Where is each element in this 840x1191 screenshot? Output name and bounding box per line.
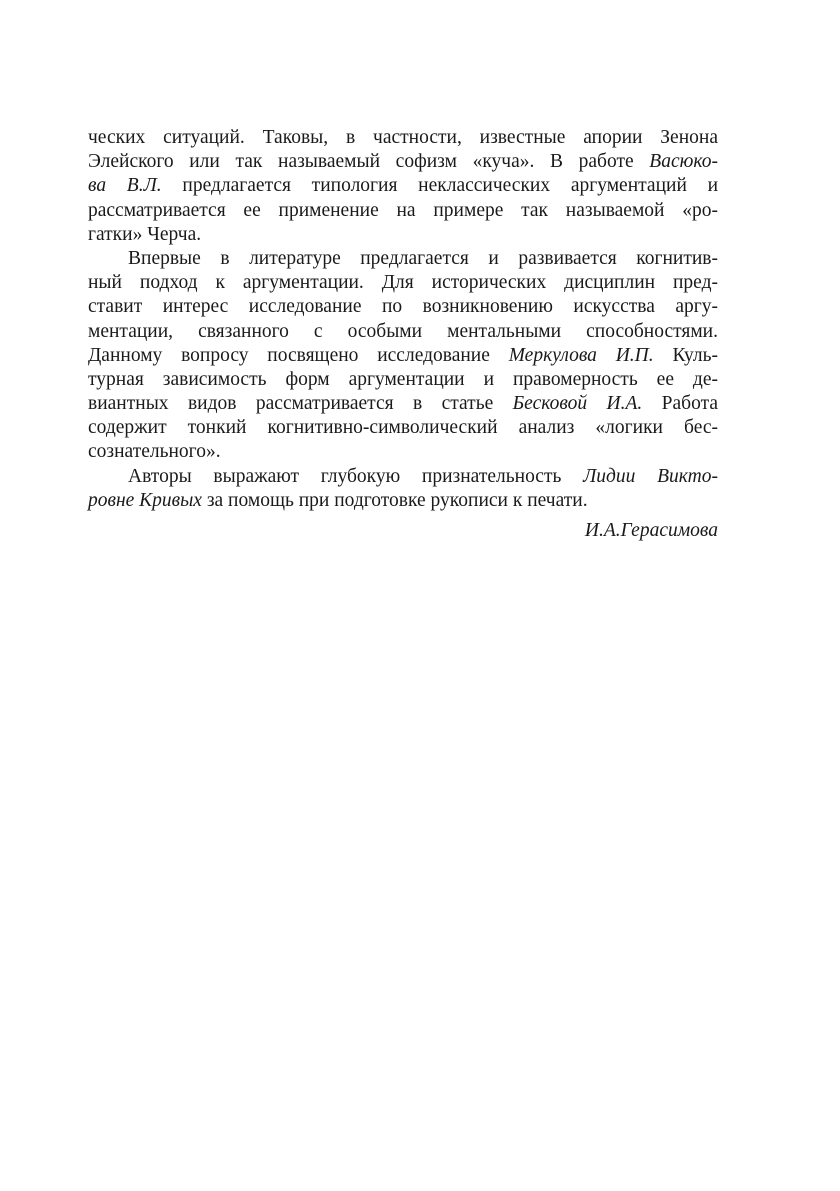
text-line: турная зависимость форм аргументации и правомерность ее де-: [88, 368, 718, 390]
text-line: ставит интерес исследование по возникновению искусства аргу-: [88, 296, 718, 318]
text-line: [88, 489, 718, 513]
text-segment: Куль-: [672, 344, 718, 366]
text-segment: Данному вопросу посвящено исследование: [88, 344, 490, 366]
text-line: [88, 174, 718, 198]
author-name-vasyukov-cont: ва В.Л.: [88, 175, 162, 197]
document-page: [88, 126, 718, 543]
text-segment: виантных видов рассматривается в статье: [88, 393, 494, 415]
paragraph-1: [88, 126, 718, 247]
text-line: ный подход к аргументации. Для исторических дисциплин пред-: [88, 272, 718, 294]
author-name-vasyukov: Васюко-: [649, 151, 718, 173]
text-segment: за помощь при подготовке рукописи к печати.: [206, 489, 588, 511]
text-line: [88, 465, 718, 489]
text-segment: предлагается типология неклассических аргументаций и: [182, 175, 719, 197]
text-line: Впервые в литературе предлагается и развивается когнитив-: [128, 247, 718, 269]
text-segment: Авторы выражают глубокую признательность: [128, 465, 562, 487]
paragraph-2: [88, 247, 718, 465]
text-line: ментации, связанного с особыми ментальными способностями.: [88, 320, 718, 342]
text-line: [88, 150, 718, 174]
text-line: гатки» Черча.: [88, 223, 202, 245]
text-line: содержит тонкий когнитивно-символический анализ «логики бес-: [88, 417, 718, 439]
paragraph-3: [88, 465, 718, 513]
text-line: [88, 392, 718, 416]
text-line: [88, 344, 718, 368]
text-line: ческих ситуаций. Таковы, в частности, известные апории Зенона: [88, 127, 718, 148]
signature: И.А.Герасимова: [584, 520, 718, 541]
text-line: рассматривается ее применение на примере так называемой «ро-: [88, 199, 718, 221]
text-segment: Элейского или так называемый софизм «куча». В работе: [88, 151, 634, 173]
text-segment: Работа: [661, 393, 718, 415]
acknowledged-person-name-cont: ровне Кривых: [88, 489, 202, 511]
author-name-merkulov: Меркулова И.П.: [508, 344, 654, 366]
text-line: сознательного».: [88, 441, 221, 463]
acknowledged-person-name: Лидии Викто-: [583, 465, 718, 487]
author-name-beskova: Бесковой И.А.: [512, 393, 643, 415]
